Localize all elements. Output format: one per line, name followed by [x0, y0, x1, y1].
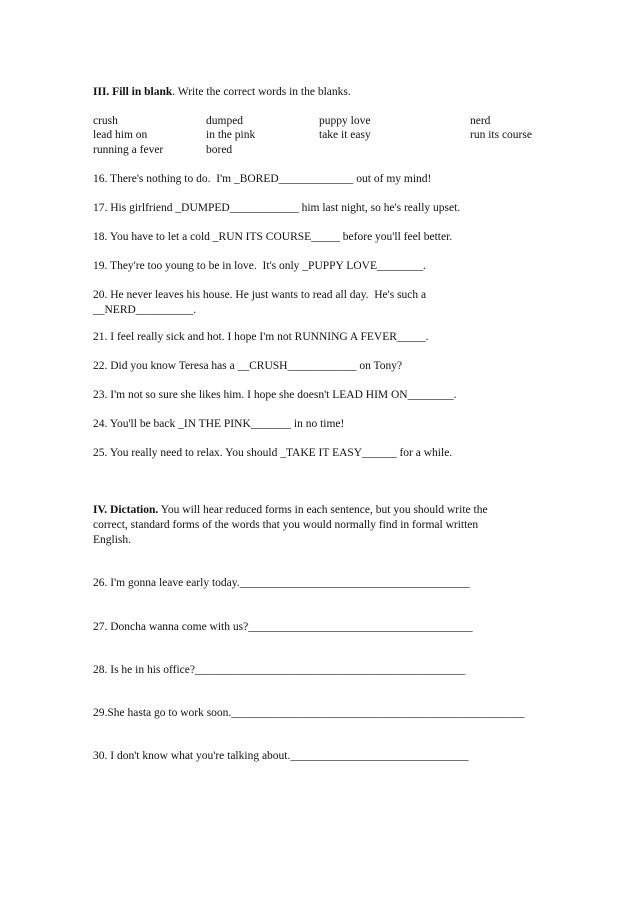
word-bank-word: lead him on [93, 129, 148, 141]
question-23: 23. I'm not so sure she likes him. I hope she doesn't LEAD HIM ON________. [93, 389, 457, 401]
section-4-instruction-line-1: You will hear reduced forms in each sentence, but you should write the [158, 504, 488, 516]
question-30: 30. I don't know what you're talking about._______________________________ [93, 750, 469, 762]
section-3-instruction: . Write the correct words in the blanks. [172, 86, 351, 98]
question-21: 21. I feel really sick and hot. I hope I'm not RUNNING A FEVER_____. [93, 331, 429, 343]
question-27: 27. Doncha wanna come with us?_______________________________________ [93, 621, 473, 633]
word-bank-row [93, 143, 553, 157]
word-bank-word: dumped [206, 115, 244, 127]
question-25: 25. You really need to relax. You should _TAKE IT EASY______ for a while. [93, 447, 453, 459]
section-4-heading-line [93, 503, 488, 517]
question-20-continued: __NERD__________. [93, 304, 197, 316]
section-3-heading-line [93, 85, 351, 99]
word-bank-word: take it easy [319, 129, 371, 141]
question-18: 18. You have to let a cold _RUN ITS COURSE_____ before you'll feel better. [93, 231, 453, 243]
question-17: 17. His girlfriend _DUMPED____________ him last night, so he's really upset. [93, 202, 461, 214]
question-20: 20. He never leaves his house. He just wants to read all day. He's such a [93, 289, 427, 301]
section-4-heading: IV. Dictation. [93, 504, 159, 516]
question-29: 29.She hasta go to work soon.___________________________________________________ [93, 707, 525, 719]
word-bank-word: running a fever [93, 144, 164, 156]
word-bank-word: bored [206, 144, 233, 156]
word-bank-word: in the pink [206, 129, 256, 141]
word-bank-word: puppy love [319, 115, 371, 127]
question-26: 26. I'm gonna leave early today.________________________________________ [93, 577, 470, 589]
word-bank-word: run its course [470, 129, 532, 141]
section-4-instruction-line-3: English. [93, 534, 132, 546]
question-28: 28. Is he in his office?_______________________________________________ [93, 664, 466, 676]
word-bank-word: nerd [470, 115, 491, 127]
word-bank-row [93, 128, 553, 142]
question-16: 16. There's nothing to do. I'm _BORED_____________ out of my mind! [93, 173, 432, 185]
question-22: 22. Did you know Teresa has a __CRUSH____________ on Tony? [93, 360, 403, 372]
section-3-heading: III. Fill in blank [93, 86, 173, 98]
word-bank-word: crush [93, 115, 118, 127]
question-24: 24. You'll be back _IN THE PINK_______ in no time! [93, 418, 345, 430]
section-4-instruction-line-2: correct, standard forms of the words that you would normally find in formal written [93, 519, 479, 531]
question-19: 19. They're too young to be in love. It's only _PUPPY LOVE________. [93, 260, 426, 272]
word-bank-row [93, 114, 553, 128]
